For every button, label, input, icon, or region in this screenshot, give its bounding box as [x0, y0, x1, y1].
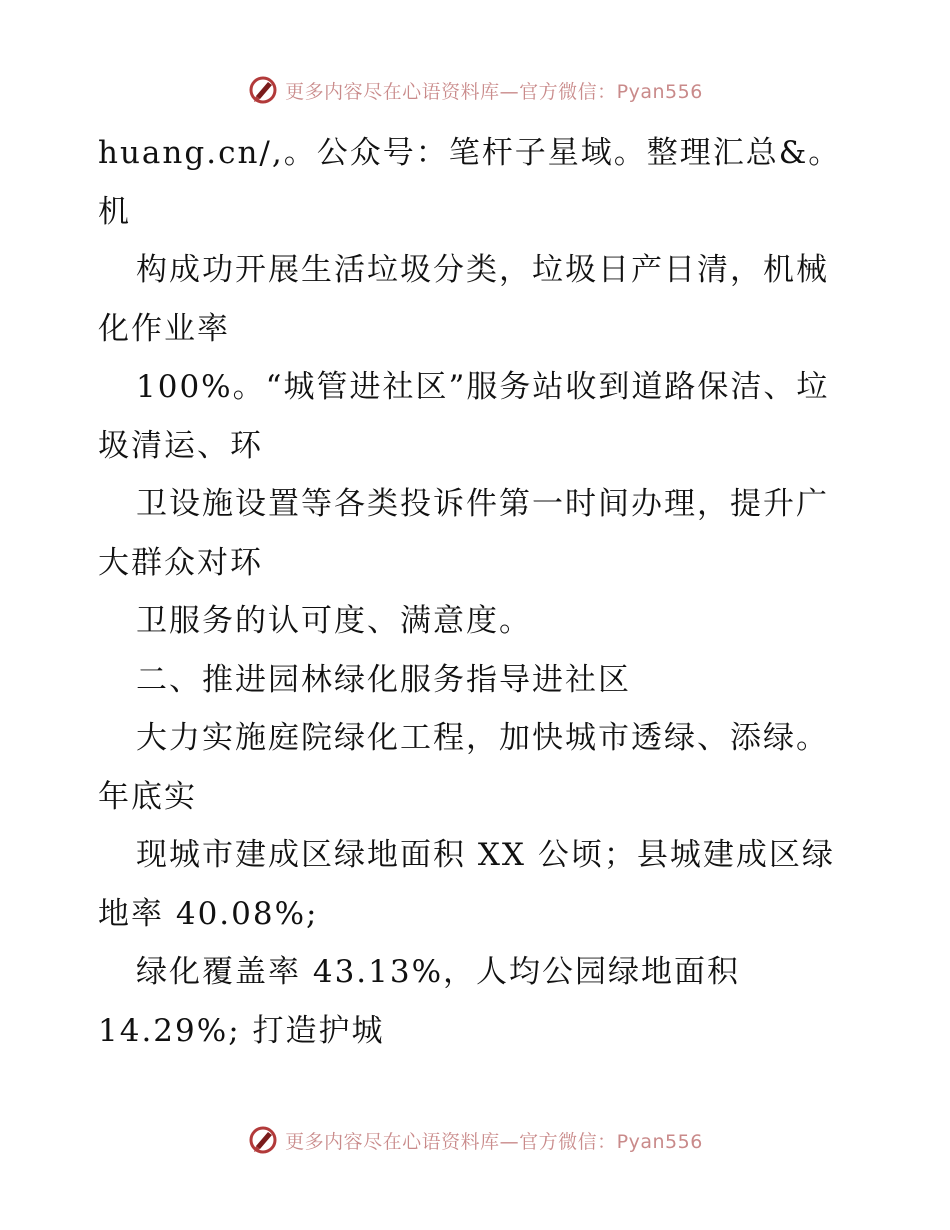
text-line: 机 [98, 193, 131, 230]
logo-icon [247, 74, 279, 106]
text-line: 大力实施庭院绿化工程，加快城市透绿、添绿。 [136, 720, 829, 756]
text-line: 卫服务的认可度、满意度。 [136, 603, 532, 639]
text-line: huang.cn/,。公众号：笔杆子星域。整理汇总&。 [98, 135, 842, 171]
text-line: 大群众对环 [98, 544, 263, 581]
watermark-text: 更多内容尽在心语资料库—官方微信：Pyan556 [285, 1130, 703, 1153]
text-line: 地率 40.08%; [98, 895, 319, 932]
header-watermark [0, 70, 950, 110]
text-line: 绿化覆盖率 43.13%，人均公园绿地面积 [136, 954, 741, 990]
text-line: 14.29%; 打造护城 [98, 1012, 385, 1049]
text-line: 化作业率 [98, 310, 230, 347]
text-line: 构成功开展生活垃圾分类，垃圾日产日清，机械 [136, 252, 829, 288]
text-line: 卫设施设置等各类投诉件第一时间办理，提升广 [136, 486, 829, 522]
logo-icon [247, 1124, 279, 1156]
document-body [98, 124, 858, 1060]
text-line: 现城市建成区绿地面积 XX 公顷；县城建成区绿 [136, 837, 835, 873]
watermark-text: 更多内容尽在心语资料库—官方微信：Pyan556 [285, 80, 703, 103]
text-line: 二、推进园林绿化服务指导进社区 [136, 661, 631, 698]
footer-watermark [0, 1120, 950, 1160]
text-line: 年底实 [98, 778, 197, 815]
text-line: 100%。“城管进社区”服务站收到道路保洁、垃 [136, 369, 830, 405]
text-line: 圾清运、环 [98, 427, 263, 464]
